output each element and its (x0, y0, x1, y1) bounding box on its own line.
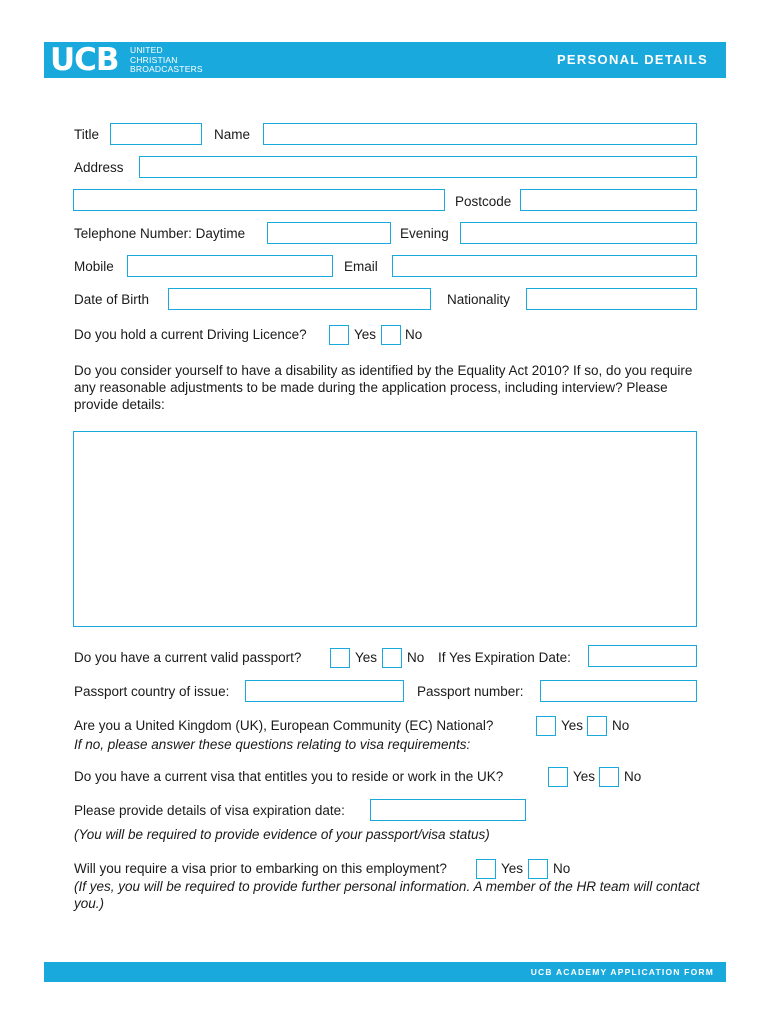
address-field-line-1[interactable] (139, 156, 697, 178)
visa-expiry-label: Please provide details of visa expiration date: (74, 803, 345, 818)
name-field[interactable] (263, 123, 697, 145)
nationality-field[interactable] (526, 288, 697, 310)
telephone-daytime-field[interactable] (267, 222, 391, 244)
address-label: Address (74, 160, 124, 175)
visa-yes-checkbox[interactable] (548, 767, 568, 787)
passport-no-label: No (407, 650, 425, 665)
passport-expiry-label: If Yes Expiration Date: (438, 650, 571, 665)
postcode-label: Postcode (455, 194, 512, 209)
uk-ec-no-checkbox[interactable] (587, 716, 607, 736)
passport-question: Do you have a current valid passport? (74, 650, 302, 665)
uk-ec-yes-label: Yes (561, 718, 584, 733)
mobile-label: Mobile (74, 259, 114, 274)
address-field-line-2[interactable] (73, 189, 445, 211)
uk-ec-yes-checkbox[interactable] (536, 716, 556, 736)
logo-line-1: UNITED (130, 45, 163, 55)
page-title: PERSONAL DETAILS (556, 52, 708, 67)
visa-no-checkbox[interactable] (599, 767, 619, 787)
passport-no-checkbox[interactable] (382, 648, 402, 668)
visa-question: Do you have a current visa that entitles you to reside or work in the UK? (74, 769, 504, 784)
mobile-field[interactable] (127, 255, 333, 277)
disability-question: Do you consider yourself to have a disability as identified by the Equality Act 2010? If so, do you require any reasonable adjustments to be made during the application process, including interview? Please provide details: (74, 363, 693, 412)
visa-prior-question: Will you require a visa prior to embarking on this employment? (74, 861, 447, 876)
evening-phone-field[interactable] (460, 222, 697, 244)
email-label: Email (344, 259, 378, 274)
ucb-logo: UCB (50, 42, 119, 78)
visa-expiry-field[interactable] (370, 799, 526, 821)
passport-expiry-field[interactable] (588, 645, 697, 667)
dob-label: Date of Birth (74, 292, 150, 307)
driving-licence-no-label: No (405, 327, 423, 342)
driving-licence-question: Do you hold a current Driving Licence? (74, 327, 307, 342)
name-label: Name (214, 127, 251, 142)
passport-country-field[interactable] (245, 680, 404, 702)
passport-number-label: Passport number: (417, 684, 524, 699)
passport-country-label: Passport country of issue: (74, 684, 230, 699)
logo-line-3: BROADCASTERS (130, 64, 203, 74)
email-field[interactable] (392, 255, 697, 277)
postcode-field[interactable] (520, 189, 697, 211)
driving-licence-yes-label: Yes (354, 327, 377, 342)
nationality-label: Nationality (447, 292, 511, 307)
footer-title: UCB ACADEMY APPLICATION FORM (530, 967, 714, 977)
disability-details-textarea[interactable] (73, 431, 697, 627)
driving-licence-yes-checkbox[interactable] (329, 325, 349, 345)
visa-prior-no-checkbox[interactable] (528, 859, 548, 879)
passport-number-field[interactable] (540, 680, 697, 702)
evening-label: Evening (400, 226, 449, 241)
uk-ec-note: If no, please answer these questions relating to visa requirements: (74, 737, 471, 752)
visa-prior-no-label: No (553, 861, 571, 876)
visa-prior-yes-label: Yes (501, 861, 524, 876)
driving-licence-no-checkbox[interactable] (381, 325, 401, 345)
passport-yes-checkbox[interactable] (330, 648, 350, 668)
passport-yes-label: Yes (355, 650, 378, 665)
evidence-note: (You will be required to provide evidence of your passport/visa status) (74, 827, 490, 842)
dob-field[interactable] (168, 288, 431, 310)
title-field[interactable] (110, 123, 202, 145)
logo-line-2: CHRISTIAN (130, 54, 178, 65)
visa-no-label: No (624, 769, 642, 784)
ucb-logo-text (130, 46, 203, 75)
uk-ec-no-label: No (612, 718, 630, 733)
uk-ec-question: Are you a United Kingdom (UK), European Community (EC) National? (74, 718, 494, 733)
visa-yes-label: Yes (573, 769, 596, 784)
visa-prior-note: (If yes, you will be required to provide further personal information. A member of the HR team will contact you.) (74, 879, 700, 911)
title-label: Title (74, 127, 100, 142)
visa-prior-yes-checkbox[interactable] (476, 859, 496, 879)
telephone-daytime-label: Telephone Number: Daytime (74, 226, 246, 241)
